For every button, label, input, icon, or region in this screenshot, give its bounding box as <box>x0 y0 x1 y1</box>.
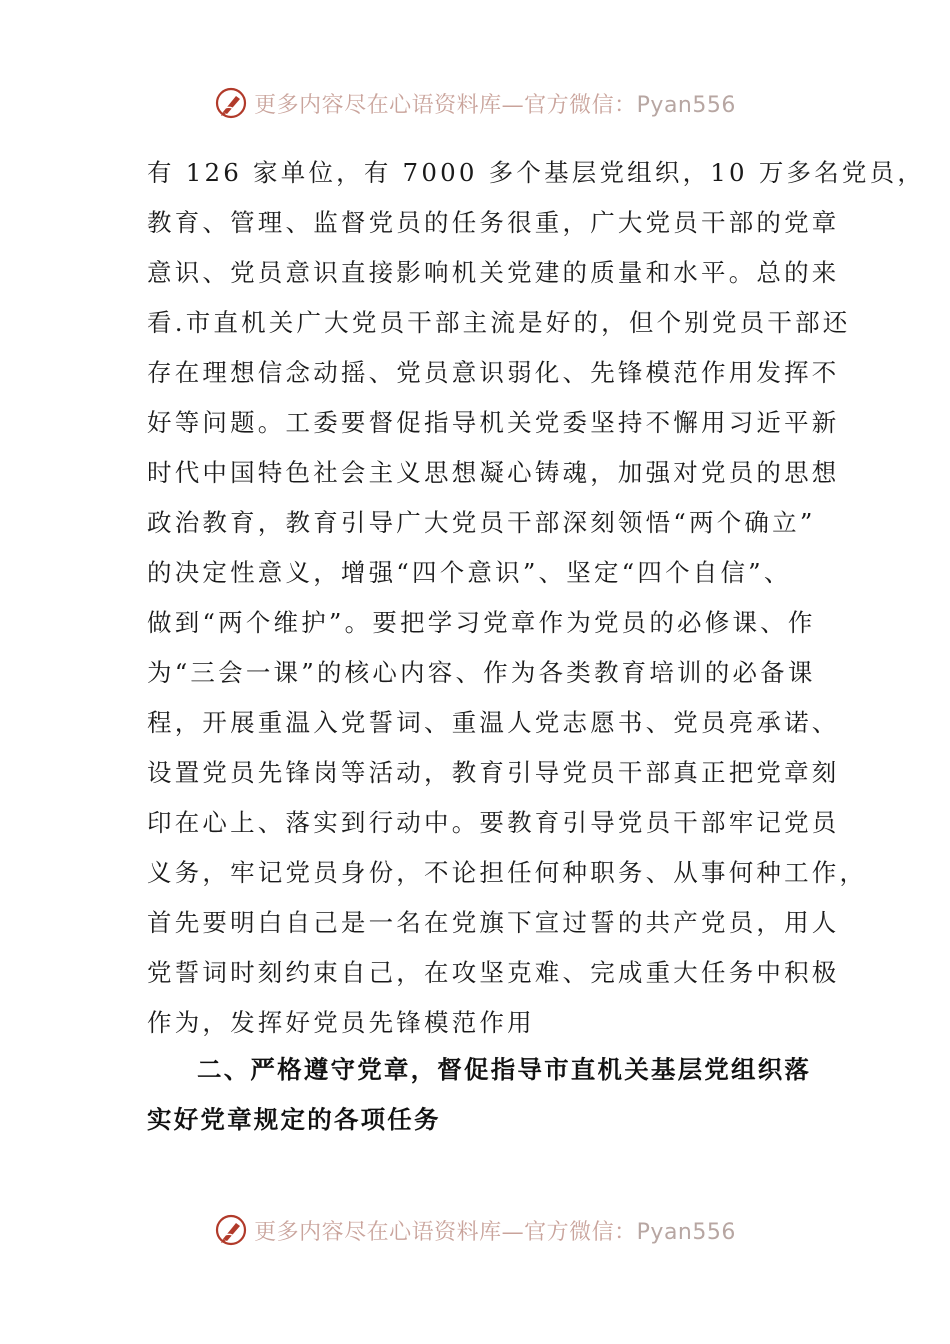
paragraph-line: 有 126 家单位，有 7000 多个基层党组织，10 万多名党员， <box>147 158 926 187</box>
paragraph-line: 程，开展重温入党誓词、重温人党志愿书、党员亮承诺、 <box>147 708 840 737</box>
paragraph-line: 意识、党员意识直接影响机关党建的质量和水平。总的来 <box>147 258 840 287</box>
watermark-wechat-id: Pyan556 <box>636 92 736 118</box>
body-paragraph <box>147 148 926 1048</box>
section-heading-line-1: 二、严格遵守党章，督促指导市直机关基层党组织落 <box>197 1055 812 1084</box>
watermark-header <box>0 83 950 123</box>
watermark-wechat-label: 官方微信： <box>524 92 637 118</box>
paragraph-line: 作为，发挥好党员先锋模范作用 <box>147 1008 535 1037</box>
pen-nib-circle-icon <box>214 86 248 120</box>
paragraph-line: 首先要明白自己是一名在党旗下宣过誓的共产党员，用人 <box>147 908 840 937</box>
paragraph-line: 党誓词时刻约束自己，在攻坚克难、完成重大任务中积极 <box>147 958 840 987</box>
watermark-text <box>254 88 736 119</box>
pen-nib-circle-icon <box>214 1213 248 1247</box>
watermark-text <box>254 1215 736 1246</box>
paragraph-line: 看.市直机关广大党员干部主流是好的，但个别党员干部还 <box>147 308 851 337</box>
watermark-separator: — <box>501 92 525 118</box>
section-heading <box>147 1045 812 1145</box>
watermark-brand: 更多内容尽在心语资料库 <box>254 1219 502 1245</box>
watermark-footer <box>0 1210 950 1250</box>
paragraph-line: 好等问题。工委要督促指导机关党委坚持不懈用习近平新 <box>147 408 840 437</box>
paragraph-line: 义务，牢记党员身份，不论担任何种职务、从事何种工作， <box>147 858 868 887</box>
watermark-brand: 更多内容尽在心语资料库 <box>254 92 502 118</box>
paragraph-line: 印在心上、落实到行动中。要教育引导党员干部牢记党员 <box>147 808 840 837</box>
paragraph-line: 时代中国特色社会主义思想凝心铸魂，加强对党员的思想 <box>147 458 840 487</box>
paragraph-line: 政治教育，教育引导广大党员干部深刻领悟“两个确立” <box>147 508 816 537</box>
paragraph-line: 教育、管理、监督党员的任务很重，广大党员干部的党章 <box>147 208 840 237</box>
watermark-separator: — <box>501 1219 525 1245</box>
paragraph-line: 的决定性意义，增强“四个意识”、坚定“四个自信”、 <box>147 558 792 587</box>
paragraph-line: 存在理想信念动摇、党员意识弱化、先锋模范作用发挥不 <box>147 358 840 387</box>
watermark-wechat-label: 官方微信： <box>524 1219 637 1245</box>
watermark-wechat-id: Pyan556 <box>636 1219 736 1245</box>
paragraph-line: 设置党员先锋岗等活动，教育引导党员干部真正把党章刻 <box>147 758 840 787</box>
paragraph-line: 做到“两个维护”。要把学习党章作为党员的必修课、作 <box>147 608 816 637</box>
paragraph-line: 为“三会一课”的核心内容、作为各类教育培训的必备课 <box>147 658 816 687</box>
section-heading-line-2: 实好党章规定的各项任务 <box>147 1105 441 1134</box>
